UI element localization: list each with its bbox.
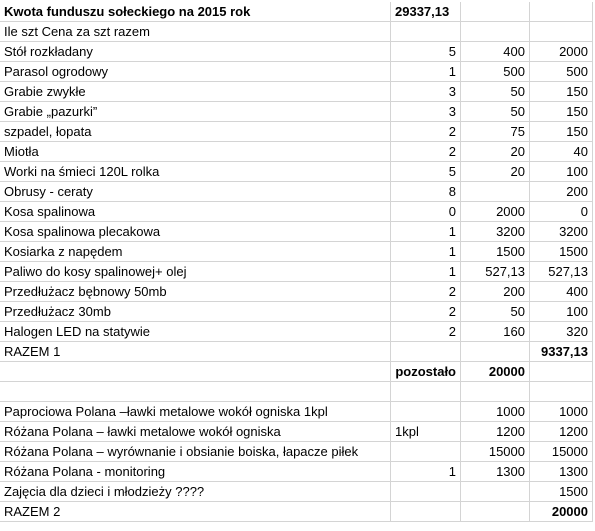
- cell-item-name[interactable]: szpadel, łopata: [0, 122, 391, 142]
- cell-total[interactable]: 150: [530, 102, 593, 122]
- table-row: [0, 42, 595, 62]
- cell-unit-price[interactable]: 20: [461, 162, 530, 182]
- cell-item-name[interactable]: Grabie zwykłe: [0, 82, 391, 102]
- cell-unit-price[interactable]: 400: [461, 42, 530, 62]
- cell-quantity[interactable]: 8: [391, 182, 461, 202]
- cell-unit-price[interactable]: 2000: [461, 202, 530, 222]
- cell-total[interactable]: [530, 382, 593, 402]
- table-row: [0, 122, 595, 142]
- cell-quantity[interactable]: [391, 22, 461, 42]
- table-row: [0, 102, 595, 122]
- cell-unit-price[interactable]: 160: [461, 322, 530, 342]
- table-row: [0, 502, 595, 522]
- cell-quantity[interactable]: pozostało: [391, 362, 461, 382]
- cell-unit-price[interactable]: [461, 22, 530, 42]
- cell-unit-price[interactable]: [461, 182, 530, 202]
- table-row: [0, 342, 595, 362]
- cell-total[interactable]: 500: [530, 62, 593, 82]
- cell-item-name[interactable]: Paprociowa Polana –ławki metalowe wokół ogniska 1kpl: [0, 402, 391, 422]
- cell-unit-price[interactable]: 15000: [461, 442, 530, 462]
- table-row: [0, 442, 595, 462]
- cell-total[interactable]: 150: [530, 82, 593, 102]
- cell-quantity[interactable]: 1: [391, 462, 461, 482]
- cell-unit-price[interactable]: 75: [461, 122, 530, 142]
- table-row: [0, 162, 595, 182]
- table-row: [0, 62, 595, 82]
- cell-total[interactable]: 3200: [530, 222, 593, 242]
- cell-item-name[interactable]: Stół rozkładany: [0, 42, 391, 62]
- cell-item-name[interactable]: Przedłużacz 30mb: [0, 302, 391, 322]
- cell-item-name[interactable]: Różana Polana – ławki metalowe wokół ogniska: [0, 422, 391, 442]
- cell-unit-price[interactable]: [461, 482, 530, 502]
- cell-unit-price[interactable]: [461, 502, 530, 522]
- cell-total[interactable]: 20000: [530, 502, 593, 522]
- table-row: [0, 262, 595, 282]
- cell-unit-price[interactable]: 20000: [461, 362, 530, 382]
- cell-item-name[interactable]: [0, 362, 391, 382]
- table-row: [0, 22, 595, 42]
- cell-quantity[interactable]: 1: [391, 262, 461, 282]
- table-row: [0, 302, 595, 322]
- cell-quantity[interactable]: 0: [391, 202, 461, 222]
- table-row: [0, 142, 595, 162]
- cell-quantity[interactable]: [391, 342, 461, 362]
- cell-quantity[interactable]: 1: [391, 62, 461, 82]
- cell-total[interactable]: 150: [530, 122, 593, 142]
- cell-item-name[interactable]: Przedłużacz bębnowy 50mb: [0, 282, 391, 302]
- table-row: [0, 242, 595, 262]
- cell-unit-price[interactable]: [461, 382, 530, 402]
- cell-total[interactable]: [530, 22, 593, 42]
- cell-total[interactable]: 100: [530, 302, 593, 322]
- table-row: [0, 362, 595, 382]
- cell-total[interactable]: [530, 2, 593, 22]
- cell-quantity[interactable]: 2: [391, 302, 461, 322]
- table-row: [0, 202, 595, 222]
- cell-unit-price[interactable]: 1500: [461, 242, 530, 262]
- table-row: [0, 462, 595, 482]
- cell-item-name[interactable]: Parasol ogrodowy: [0, 62, 391, 82]
- cell-item-name[interactable]: Grabie „pazurki”: [0, 102, 391, 122]
- cell-item-name[interactable]: Kosa spalinowa plecakowa: [0, 222, 391, 242]
- cell-quantity[interactable]: [391, 382, 461, 402]
- cell-total[interactable]: 40: [530, 142, 593, 162]
- cell-item-name[interactable]: [0, 382, 391, 402]
- cell-item-name[interactable]: RAZEM 2: [0, 502, 391, 522]
- cell-unit-price[interactable]: [461, 342, 530, 362]
- cell-item-name[interactable]: RAZEM 1: [0, 342, 391, 362]
- cell-total[interactable]: 527,13: [530, 262, 593, 282]
- cell-quantity[interactable]: [391, 502, 461, 522]
- cell-total[interactable]: 1500: [530, 242, 593, 262]
- cell-item-name[interactable]: Paliwo do kosy spalinowej+ olej: [0, 262, 391, 282]
- cell-total[interactable]: 1300: [530, 462, 593, 482]
- cell-quantity[interactable]: 2: [391, 122, 461, 142]
- cell-quantity[interactable]: 2: [391, 142, 461, 162]
- cell-unit-price[interactable]: 50: [461, 102, 530, 122]
- cell-item-name[interactable]: Miotła: [0, 142, 391, 162]
- cell-quantity[interactable]: 5: [391, 162, 461, 182]
- cell-total[interactable]: 15000: [530, 442, 593, 462]
- cell-item-name[interactable]: Kwota funduszu sołeckiego na 2015 rok: [0, 2, 391, 22]
- cell-item-name[interactable]: Kosiarka z napędem: [0, 242, 391, 262]
- cell-item-name[interactable]: Ile szt Cena za szt razem: [0, 22, 391, 42]
- cell-unit-price[interactable]: 1000: [461, 402, 530, 422]
- cell-quantity[interactable]: 3: [391, 82, 461, 102]
- table-row: [0, 402, 595, 422]
- cell-unit-price[interactable]: 500: [461, 62, 530, 82]
- cell-total[interactable]: 0: [530, 202, 593, 222]
- cell-quantity[interactable]: 1kpl: [391, 422, 461, 442]
- table-row: [0, 182, 595, 202]
- cell-total[interactable]: 1200: [530, 422, 593, 442]
- cell-total[interactable]: 1000: [530, 402, 593, 422]
- cell-total[interactable]: 200: [530, 182, 593, 202]
- table-row: [0, 422, 595, 442]
- cell-total[interactable]: 2000: [530, 42, 593, 62]
- cell-item-name[interactable]: Obrusy - ceraty: [0, 182, 391, 202]
- cell-unit-price[interactable]: 50: [461, 302, 530, 322]
- cell-total[interactable]: [530, 362, 593, 382]
- cell-quantity[interactable]: 1: [391, 242, 461, 262]
- cell-item-name[interactable]: Worki na śmieci 120L rolka: [0, 162, 391, 182]
- cell-total[interactable]: 320: [530, 322, 593, 342]
- cell-total[interactable]: 1500: [530, 482, 593, 502]
- table-row: [0, 2, 595, 22]
- cell-item-name[interactable]: Różana Polana - monitoring: [0, 462, 391, 482]
- cell-unit-price[interactable]: 1300: [461, 462, 530, 482]
- cell-item-name[interactable]: Halogen LED na statywie: [0, 322, 391, 342]
- cell-quantity[interactable]: 2: [391, 282, 461, 302]
- table-row: [0, 482, 595, 502]
- cell-unit-price[interactable]: 50: [461, 82, 530, 102]
- cell-unit-price[interactable]: 3200: [461, 222, 530, 242]
- cell-unit-price[interactable]: 527,13: [461, 262, 530, 282]
- cell-quantity[interactable]: [391, 402, 461, 422]
- cell-item-name[interactable]: Kosa spalinowa: [0, 202, 391, 222]
- cell-quantity[interactable]: [391, 482, 461, 502]
- cell-quantity[interactable]: 3: [391, 102, 461, 122]
- cell-item-name[interactable]: Różana Polana – wyrównanie i obsianie boiska, łapacze piłek: [0, 442, 391, 462]
- table-row: [0, 282, 595, 302]
- cell-total[interactable]: 9337,13: [530, 342, 593, 362]
- cell-total[interactable]: 400: [530, 282, 593, 302]
- table-row: [0, 82, 595, 102]
- cell-quantity[interactable]: 5: [391, 42, 461, 62]
- cell-quantity[interactable]: [391, 442, 461, 462]
- cell-quantity[interactable]: 1: [391, 222, 461, 242]
- cell-unit-price[interactable]: [461, 2, 530, 22]
- cell-quantity[interactable]: 2: [391, 322, 461, 342]
- cell-item-name[interactable]: Zajęcia dla dzieci i młodzieży ????: [0, 482, 391, 502]
- cell-unit-price[interactable]: 1200: [461, 422, 530, 442]
- cell-unit-price[interactable]: 20: [461, 142, 530, 162]
- cell-total[interactable]: 100: [530, 162, 593, 182]
- cell-unit-price[interactable]: 200: [461, 282, 530, 302]
- table-row: [0, 382, 595, 402]
- table-row: [0, 322, 595, 342]
- cell-quantity[interactable]: 29337,13: [391, 2, 461, 22]
- table-row: [0, 222, 595, 242]
